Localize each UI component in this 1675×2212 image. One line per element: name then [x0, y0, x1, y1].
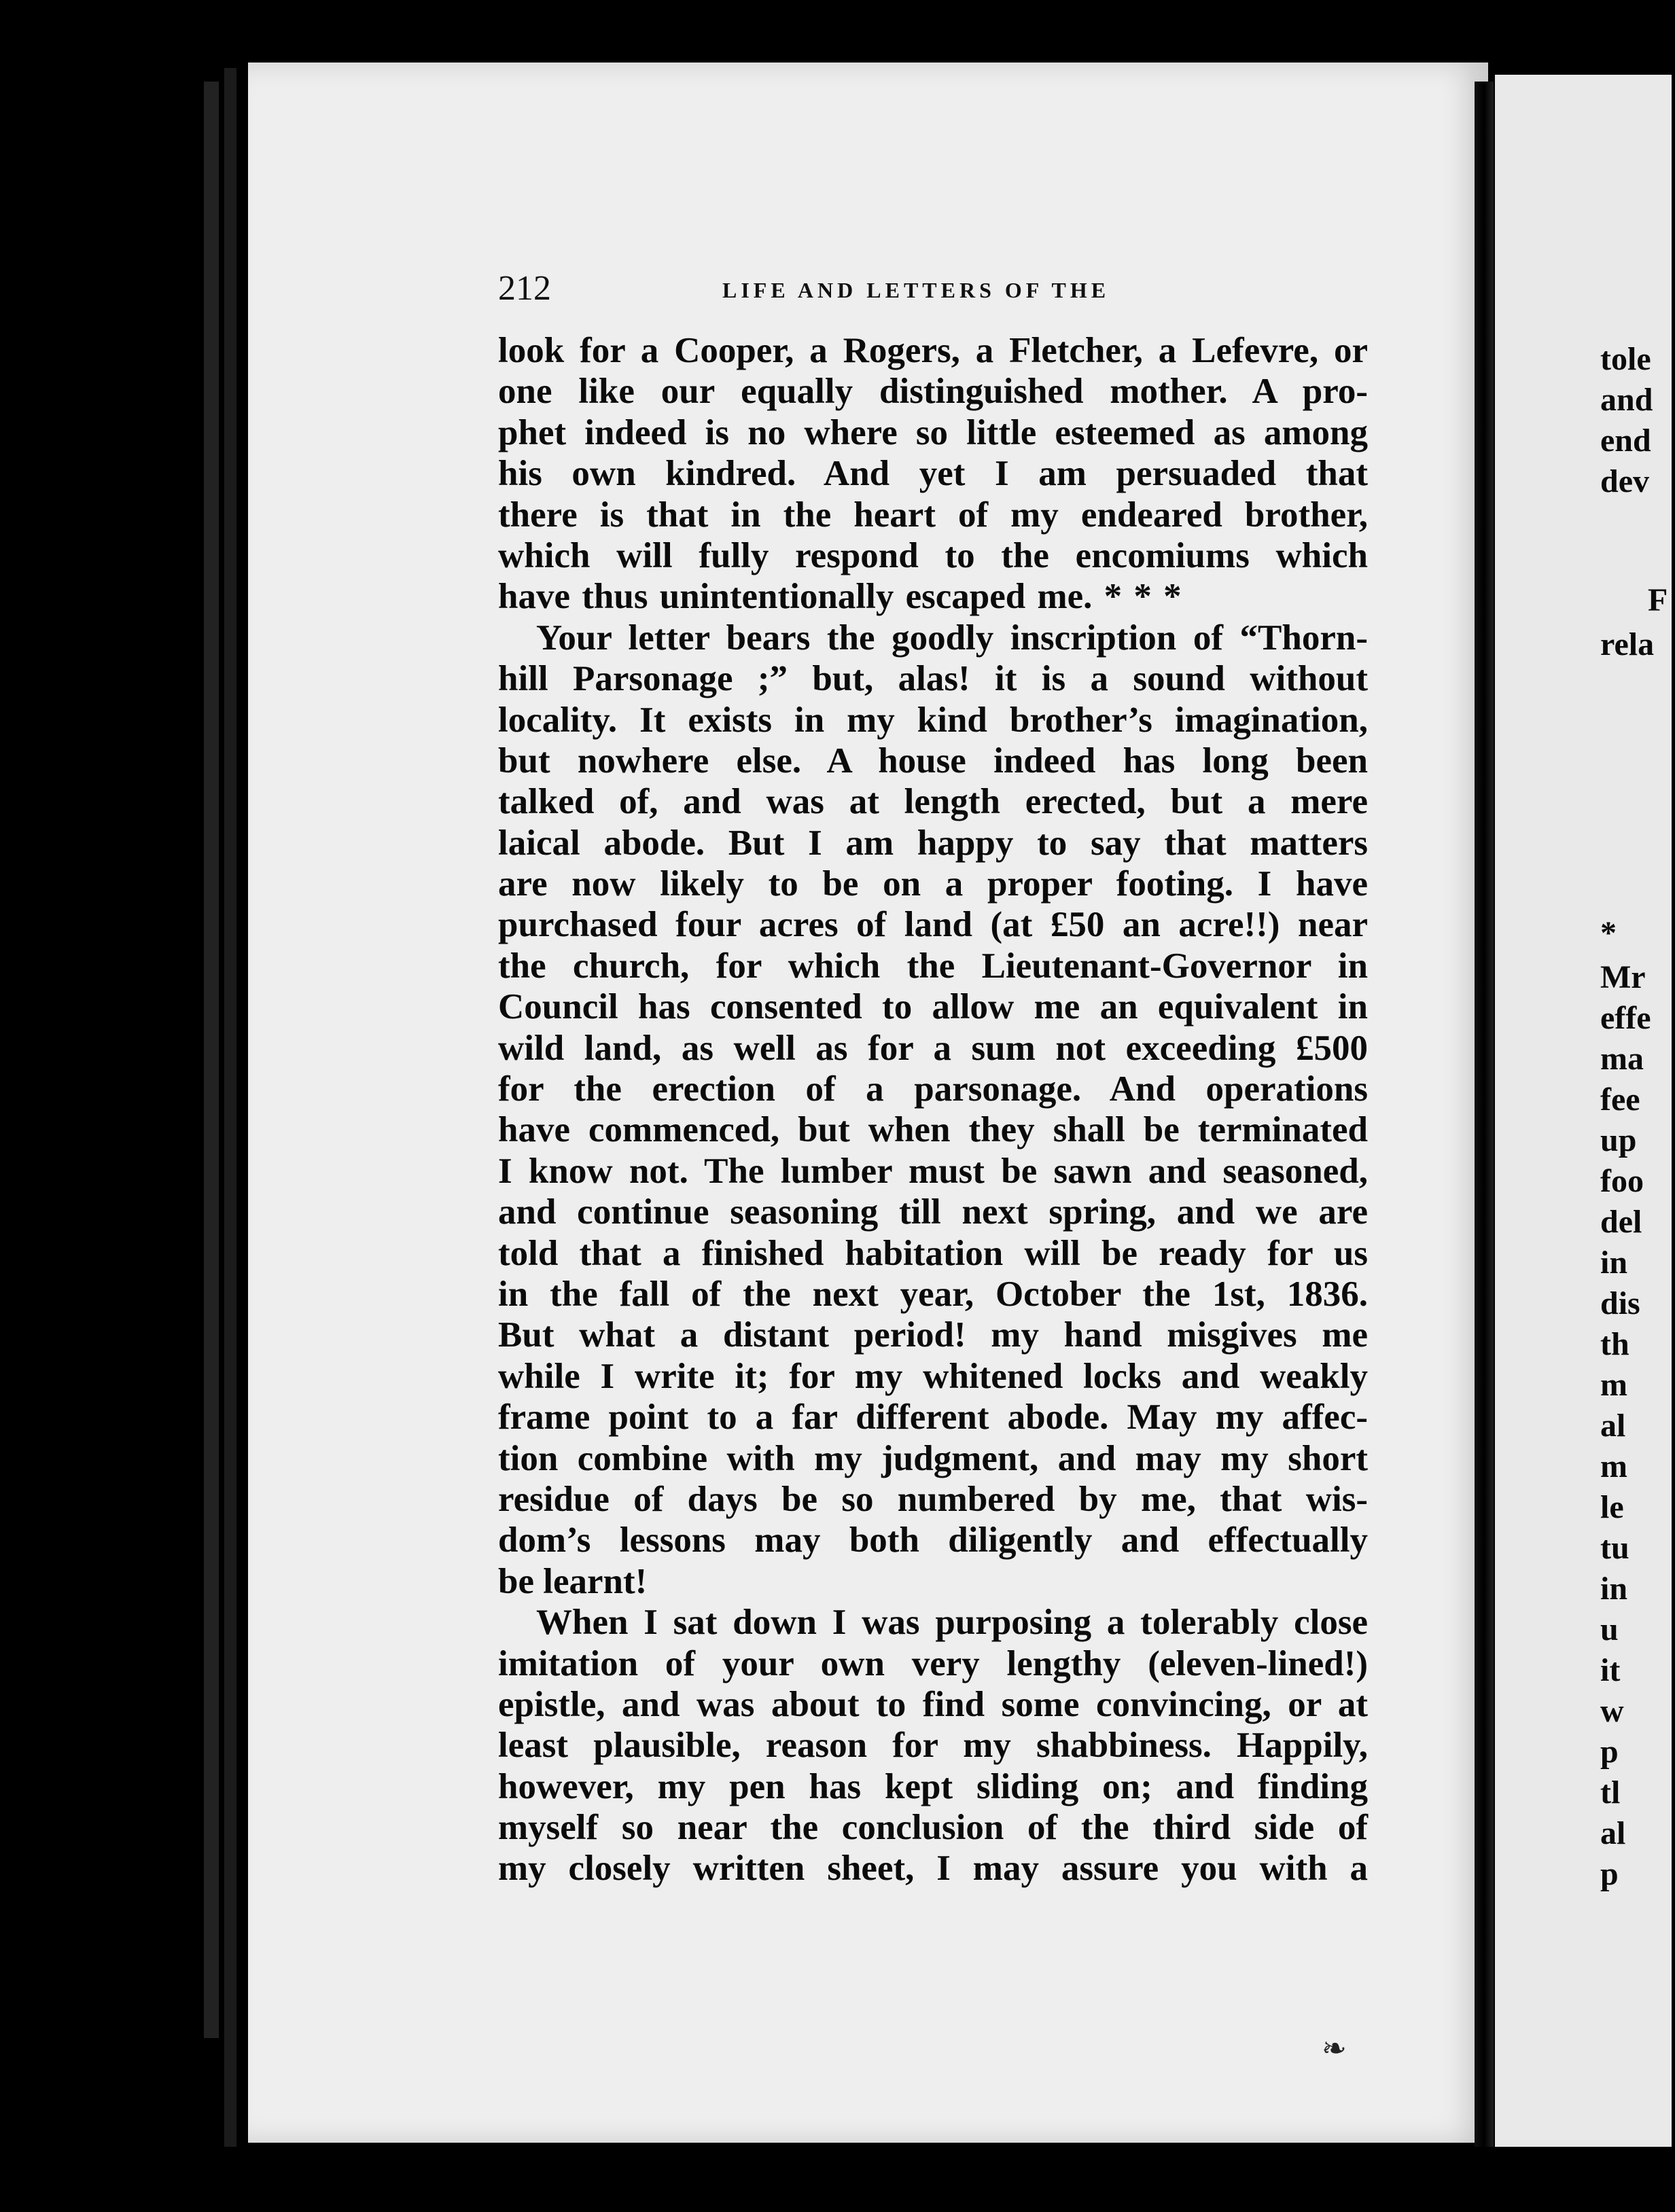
fragment: m: [1600, 1448, 1627, 1484]
text-line: my closely written sheet, I may assure you with a: [498, 1849, 1368, 1889]
fragment: in: [1600, 1245, 1628, 1281]
text-line: in the fall of the next year, October the 1st, 1836.: [498, 1274, 1368, 1314]
text-line: while I write it; for my whitened locks and weakly: [498, 1356, 1368, 1396]
text-line: purchased four acres of land (at £50 an acre!!) near: [498, 905, 1368, 945]
fragment: al: [1600, 1408, 1626, 1444]
text-line: for the erection of a parsonage. And operations: [498, 1069, 1368, 1109]
fragment: dis: [1600, 1285, 1640, 1321]
fragment: del: [1600, 1204, 1642, 1240]
page-number: 212: [498, 269, 551, 308]
text-line: which will fully respond to the encomiums which: [498, 535, 1368, 575]
page-header: [498, 268, 1361, 309]
fragment: th: [1600, 1326, 1629, 1362]
text-line: however, my pen has kept sliding on; and finding: [498, 1766, 1368, 1806]
text-line: laical abode. But I am happy to say that matters: [498, 823, 1368, 863]
text-line: tion combine with my judgment, and may my short: [498, 1438, 1368, 1478]
fragment: rela: [1600, 626, 1655, 662]
text-line: myself so near the conclusion of the third side of: [498, 1808, 1368, 1848]
text-line: are now likely to be on a proper footing. I have: [498, 864, 1368, 904]
fragment: tole: [1600, 341, 1651, 377]
page-stack-edge: [224, 68, 236, 2147]
text-line: frame point to a far different abode. May my affec-: [498, 1397, 1368, 1438]
fragment: w: [1600, 1693, 1624, 1729]
text-line: locality. It exists in my kind brother’s imagination,: [498, 700, 1368, 740]
text-line: But what a distant period! my hand misgives me: [498, 1315, 1368, 1355]
fragment: m: [1600, 1367, 1627, 1403]
text-line: talked of, and was at length erected, but a mere: [498, 782, 1368, 822]
text-line: imitation of your own very lengthy (eleven-lined!): [498, 1643, 1368, 1683]
text-line: be learnt!: [498, 1561, 648, 1601]
text-line: but nowhere else. A house indeed has long been: [498, 741, 1368, 781]
book-spine-edge: [204, 82, 219, 2038]
text-line: the church, for which the Lieutenant-Governor in: [498, 946, 1368, 986]
text-line: look for a Cooper, a Rogers, a Fletcher, a Lefevre, or: [498, 331, 1368, 370]
text-line: wild land, as well as for a sum not exceeding £500: [498, 1028, 1368, 1068]
fragment: p: [1600, 1734, 1619, 1770]
text-line: hill Parsonage ;” but, alas! it is a sound without: [498, 659, 1368, 699]
text-line: his own kindred. And yet I am persuaded that: [498, 454, 1368, 494]
fragment: al: [1600, 1815, 1626, 1851]
text-line: there is that in the heart of my endeared brother,: [498, 495, 1368, 535]
text-line-paragraph-start: Your letter bears the goodly inscription of “Thorn-: [536, 618, 1368, 658]
fragment: and: [1600, 382, 1653, 418]
text-line: I know not. The lumber must be sawn and seasoned,: [498, 1151, 1368, 1191]
fragment: le: [1600, 1489, 1624, 1525]
fragment: it: [1600, 1652, 1621, 1688]
text-line: and continue seasoning till next spring, and we are: [498, 1192, 1368, 1232]
fragment: p: [1600, 1856, 1619, 1892]
text-line: residue of days be so numbered by me, that wis-: [498, 1479, 1368, 1519]
fragment: fee: [1600, 1082, 1640, 1118]
fragment: F: [1648, 582, 1668, 618]
fragment: in: [1600, 1571, 1628, 1607]
fragment: tl: [1600, 1774, 1621, 1810]
text-line: epistle, and was about to find some convincing, or at: [498, 1684, 1368, 1724]
running-head: LIFE AND LETTERS OF THE: [722, 278, 1110, 302]
fragment: Mr: [1600, 959, 1646, 995]
fragment: end: [1600, 423, 1651, 459]
fragment: foo: [1600, 1163, 1644, 1199]
fragment: *: [1600, 915, 1617, 951]
text-line: least plausible, reason for my shabbiness. Happily,: [498, 1726, 1368, 1766]
book-gutter: [1475, 82, 1494, 2147]
fragment: u: [1600, 1611, 1619, 1647]
body-text: [498, 330, 1368, 1889]
fragment: ma: [1600, 1041, 1644, 1077]
text-line: phet indeed is no where so little esteemed as among: [498, 412, 1368, 452]
text-line-paragraph-start: When I sat down I was purposing a tolerably close: [536, 1603, 1368, 1643]
text-line: Council has consented to allow me an equivalent in: [498, 987, 1368, 1027]
text-line: told that a finished habitation will be ready for us: [498, 1233, 1368, 1273]
text-line: have thus unintentionally escaped me. * * *: [498, 577, 1182, 617]
ornament-icon: ❧: [1322, 2032, 1347, 2065]
text-line: dom’s lessons may both diligently and effectually: [498, 1520, 1368, 1560]
fragment: tu: [1600, 1530, 1629, 1566]
fragment: up: [1600, 1122, 1637, 1158]
text-line: have commenced, but when they shall be terminated: [498, 1110, 1368, 1150]
fragment: effe: [1600, 1000, 1651, 1036]
fragment: dev: [1600, 463, 1649, 499]
text-line: one like our equally distinguished mother. A pro-: [498, 372, 1368, 412]
